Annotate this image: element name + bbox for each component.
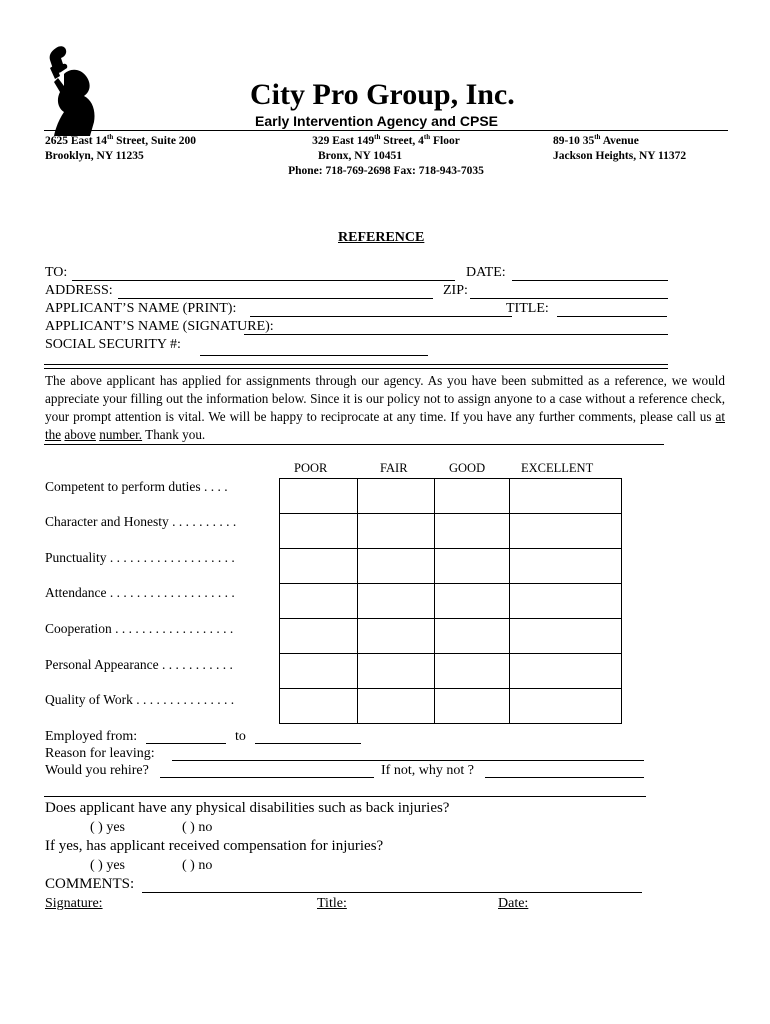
date-label: DATE:: [466, 265, 506, 280]
company-subtitle: Early Intervention Agency and CPSE: [255, 113, 498, 129]
rating-cell[interactable]: [358, 654, 435, 689]
if-not-label: If not, why not ?: [381, 763, 474, 778]
applicant-print-field[interactable]: [250, 316, 512, 317]
zip-field[interactable]: [470, 298, 668, 299]
table-row: [280, 654, 622, 689]
reason-label: Reason for leaving:: [45, 746, 155, 761]
row-label-punctuality: Punctuality . . . . . . . . . . . . . . . . . . .: [45, 550, 235, 565]
disabilities-question: Does applicant have any physical disabilities such as back injuries?: [45, 800, 450, 816]
rating-cell[interactable]: [510, 619, 622, 654]
rating-cell[interactable]: [435, 619, 510, 654]
form-title: REFERENCE: [338, 230, 425, 245]
compensation-no[interactable]: ( ) no: [182, 858, 213, 873]
table-row: [280, 514, 622, 549]
row-label-competent: Competent to perform duties . . . .: [45, 479, 228, 494]
reason-field[interactable]: [172, 760, 644, 761]
to-label: TO:: [45, 265, 68, 280]
office-brooklyn: 2625 East 14th Street, Suite 200 Brooklyn, NY 11235: [45, 133, 197, 162]
rating-cell[interactable]: [510, 549, 622, 584]
header-rule: [44, 130, 728, 131]
office-bronx: 329 East 149th Street, 4th Floor Bronx, NY 10451 Phone: 718-769-2698 Fax: 718-943-7035: [288, 133, 484, 177]
rating-cell[interactable]: [358, 619, 435, 654]
instructions-paragraph: The above applicant has applied for assignments through our agency. As you have been submitted as a reference, we would appreciate your filling out the information below. Since it is our policy not to assign anyone to a case without a reference check, your prompt attention is vital. We will be happy to reciprocate at any time. If you have any further comments, please call us at the above number. Thank you.: [45, 373, 725, 442]
title-label: TITLE:: [506, 301, 549, 316]
rating-cell[interactable]: [435, 514, 510, 549]
to-field[interactable]: [72, 280, 455, 281]
table-row: [280, 584, 622, 619]
table-row: [280, 549, 622, 584]
rating-cell[interactable]: [280, 549, 358, 584]
rating-cell[interactable]: [435, 689, 510, 724]
rating-cell[interactable]: [358, 514, 435, 549]
row-label-character: Character and Honesty . . . . . . . . . .: [45, 514, 237, 529]
applicant-print-label: APPLICANT’S NAME (PRINT):: [45, 301, 237, 316]
row-label-appearance: Personal Appearance . . . . . . . . . . .: [45, 657, 233, 672]
applicant-signature-label: APPLICANT’S NAME (SIGNATURE):: [45, 319, 274, 334]
divider: [44, 796, 646, 797]
rating-cell[interactable]: [435, 584, 510, 619]
row-label-attendance: Attendance . . . . . . . . . . . . . . . . . . .: [45, 585, 235, 600]
ssn-label: SOCIAL SECURITY #:: [45, 337, 181, 352]
table-row: [280, 479, 622, 514]
rating-cell[interactable]: [510, 654, 622, 689]
divider: [44, 368, 668, 369]
comments-label: COMMENTS:: [45, 876, 135, 892]
rating-cell[interactable]: [280, 479, 358, 514]
footer-date-label: Date:: [498, 896, 529, 911]
rating-cell[interactable]: [358, 584, 435, 619]
rating-cell[interactable]: [510, 689, 622, 724]
compensation-yes[interactable]: ( ) yes: [90, 858, 125, 873]
col-good: GOOD: [449, 461, 486, 475]
disabilities-no[interactable]: ( ) no: [182, 820, 213, 835]
rating-cell[interactable]: [358, 689, 435, 724]
mother-child-silhouette-icon: [42, 44, 104, 136]
signature-label: Signature:: [45, 896, 103, 911]
rating-cell[interactable]: [358, 549, 435, 584]
compensation-question: If yes, has applicant received compensation for injuries?: [45, 838, 384, 854]
rating-cell[interactable]: [280, 654, 358, 689]
employed-to-label: to: [235, 729, 246, 744]
footer-title-label: Title:: [317, 896, 347, 911]
rating-cell[interactable]: [510, 479, 622, 514]
employed-to-field[interactable]: [255, 743, 361, 744]
rating-cell[interactable]: [280, 689, 358, 724]
rating-cell[interactable]: [435, 549, 510, 584]
zip-label: ZIP:: [443, 283, 468, 298]
col-excellent: EXCELLENT: [521, 461, 594, 475]
employed-from-field[interactable]: [146, 743, 226, 744]
table-row: [280, 689, 622, 724]
rating-cell[interactable]: [510, 584, 622, 619]
rating-cell[interactable]: [358, 479, 435, 514]
if-not-field[interactable]: [485, 777, 644, 778]
table-row: [280, 619, 622, 654]
rating-cell[interactable]: [280, 514, 358, 549]
rating-cell[interactable]: [280, 584, 358, 619]
disabilities-yes[interactable]: ( ) yes: [90, 820, 125, 835]
row-label-cooperation: Cooperation . . . . . . . . . . . . . . . . . .: [45, 621, 234, 636]
row-label-quality: Quality of Work . . . . . . . . . . . . . . .: [45, 692, 235, 707]
rating-grid: [279, 478, 622, 724]
rating-cell[interactable]: [510, 514, 622, 549]
paragraph-rule: [44, 444, 664, 445]
rating-cell[interactable]: [435, 654, 510, 689]
office-jackson-heights: 89-10 35th Avenue Jackson Heights, NY 11372: [553, 133, 687, 162]
comments-field[interactable]: [142, 892, 642, 893]
divider: [44, 364, 668, 365]
col-poor: POOR: [294, 461, 328, 475]
rating-cell[interactable]: [435, 479, 510, 514]
date-field[interactable]: [512, 280, 668, 281]
rehire-label: Would you rehire?: [45, 763, 149, 778]
address-field[interactable]: [118, 298, 433, 299]
address-label: ADDRESS:: [45, 283, 113, 298]
col-fair: FAIR: [380, 461, 408, 475]
employed-from-label: Employed from:: [45, 729, 138, 744]
applicant-signature-field[interactable]: [244, 334, 668, 335]
rehire-field[interactable]: [160, 777, 374, 778]
ssn-field[interactable]: [200, 355, 428, 356]
rating-cell[interactable]: [280, 619, 358, 654]
company-name: City Pro Group, Inc.: [250, 78, 515, 111]
title-field[interactable]: [557, 316, 667, 317]
